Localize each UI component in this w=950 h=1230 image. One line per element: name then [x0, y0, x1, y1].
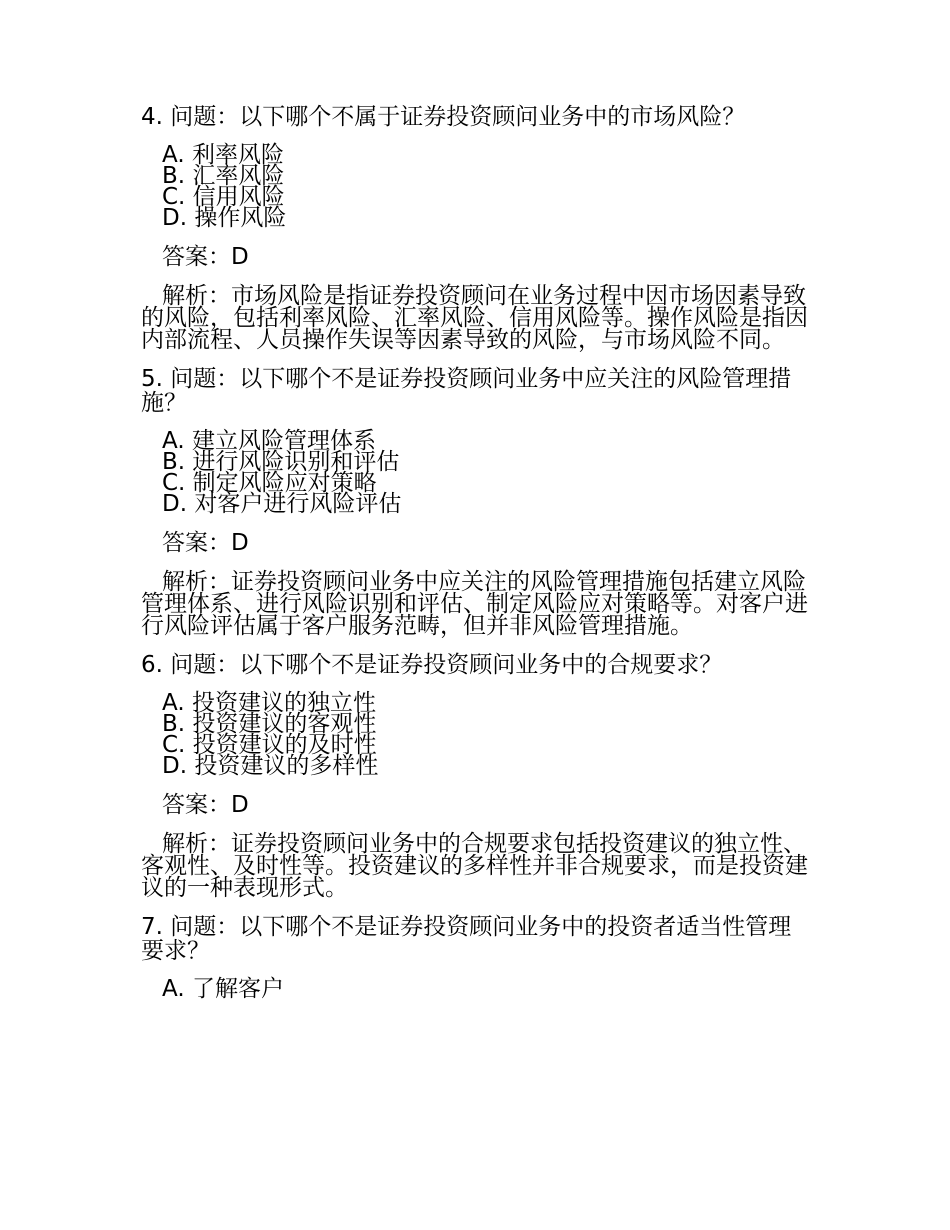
- option-d: D. 操作风险: [162, 205, 287, 231]
- option-list: [162, 428, 813, 517]
- option-d: D. 对客户进行风险评估: [162, 491, 402, 517]
- question-text: 6. 问题：以下哪个不是证券投资顾问业务中的合规要求？: [141, 652, 723, 678]
- document-content: [141, 105, 813, 1016]
- option-a: A. 利率风险: [162, 142, 284, 168]
- option-list: [162, 690, 813, 779]
- question-block-4: [141, 105, 813, 351]
- explanation-text: 解析：证券投资顾问业务中应关注的风险管理措施包括建立风险管理体系、进行风险识别和评估、制定风险应对策略等。对客户进行风险评估属于客户服务范畴，但并非风险管理措施。: [141, 569, 808, 639]
- question-block-6: [141, 653, 813, 899]
- option-c: C. 投资建议的及时性: [162, 732, 377, 758]
- option-b: B. 进行风险识别和评估: [162, 449, 400, 475]
- option-list: [162, 976, 813, 1002]
- answer-text: 答案：D: [162, 792, 249, 818]
- answer-text: 答案：D: [162, 530, 249, 556]
- option-b: B. 投资建议的客观性: [162, 711, 377, 737]
- option-a: A. 投资建议的独立性: [162, 690, 376, 716]
- answer-text: 答案：D: [162, 244, 249, 270]
- option-b: B. 汇率风险: [162, 163, 285, 189]
- question-text: 7. 问题：以下哪个不是证券投资顾问业务中的投资者适当性管理要求？: [141, 914, 792, 964]
- explanation-text: 解析：证券投资顾问业务中的合规要求包括投资建议的独立性、客观性、及时性等。投资建议的多样性并非合规要求，而是投资建议的一种表现形式。: [141, 831, 808, 901]
- question-block-7: [141, 915, 813, 1000]
- option-d: D. 投资建议的多样性: [162, 753, 379, 779]
- question-block-5: [141, 367, 813, 637]
- question-text: 5. 问题：以下哪个不是证券投资顾问业务中应关注的风险管理措施？: [141, 366, 792, 416]
- option-c: C. 制定风险应对策略: [162, 470, 377, 496]
- option-a: A. 建立风险管理体系: [162, 428, 376, 454]
- option-c: C. 信用风险: [162, 184, 285, 210]
- explanation-text: 解析：市场风险是指证券投资顾问在业务过程中因市场因素导致的风险，包括利率风险、汇率风险、信用风险等。操作风险是指因内部流程、人员操作失误等因素导致的风险，与市场风险不同。: [141, 283, 808, 353]
- question-text: 4. 问题：以下哪个不属于证券投资顾问业务中的市场风险？: [141, 104, 746, 130]
- option-a: A. 了解客户: [162, 976, 284, 1002]
- option-list: [162, 142, 813, 231]
